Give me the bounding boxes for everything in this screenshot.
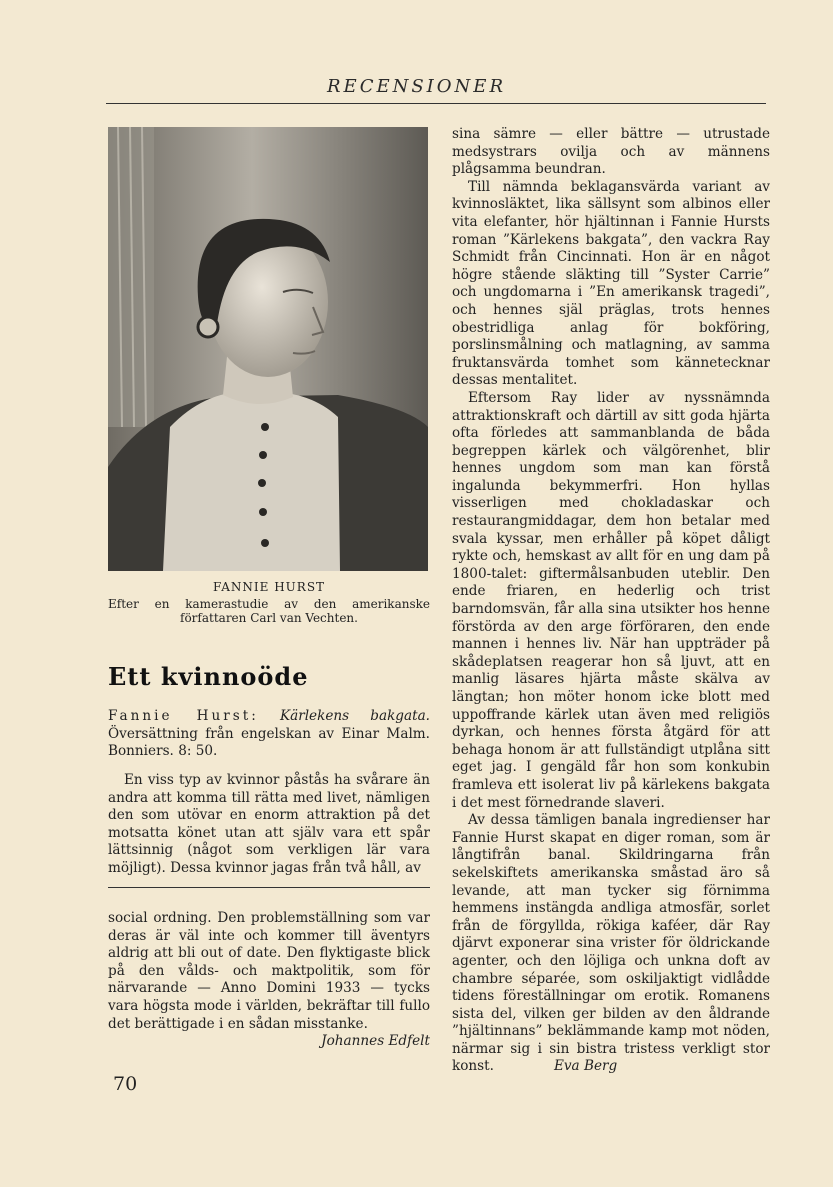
review-paragraph-text: Av dessa tämligen banala ingredienser har Fannie Hurst skapat en diger roman, som är långtifrån banal. Skildringarna från sekelskiftets amerikanska småstad äro så levande, att man tycker sig förnimma hemmens instängda andliga atmosfär, sorlet från de förgyllda, rökiga kaféer, där Ray djärvt exponerar sina vrister för öldrickande agenter, och den löjliga och unkna doft av chambre séparée, som oskiljaktigt vidlådde tidens föreställningar om erotik. Romanens sista del, vilken ger bilden av den åldrande ”hjältinnans” beklämmande kamp mot nöden, närmar sig i sin bistra tristess verkligt stor konst. xyxy=(452,812,770,1075)
previous-review-signature: Johannes Edfelt xyxy=(321,1033,430,1050)
review-paragraph xyxy=(452,812,770,1076)
review-signature: Eva Berg xyxy=(553,1058,618,1075)
review-paragraph: sina sämre — eller bättre — utrustade medsystrars ovilja och av männens plågsamma beundran. xyxy=(452,126,770,178)
photo-caption xyxy=(108,580,430,625)
book-title: Kärlekens bakgata. xyxy=(279,708,430,724)
review-paragraph: Eftersom Ray lider av nyssnämnda attraktionskraft och därtill av sitt goda hjärta ofta förledes att sammanblanda de båda begreppen kärlek och välgörenhet, blir hennes ungdom som man kan förstå ingalunda bekymmerfri. Hon hyllas visserligen med chokladaskar och restaurangmiddagar, dem hon betalar med svala kyssar, men erhåller på köpet dåligt rykte och, hemskast av allt för en ung dam på 1800-talet: giftermålsanbuden uteblir. Den ende friaren, en hederlig och trist barndomsvän, får alla sina utsikter hos henne förstörda av den arge förföraren, den ende mannen i hennes liv. När han uppträder på skådeplatsen reagerar hon så ljuvt, att en manlig läsares hjärta måste skälva av längtan; hon möter honom icke blott med uppoffrande kärlek utan även med religiös dyrkan, och hennes första åtgärd för att behaga honom är att fullständigt utplåna sitt eget jag. I gengäld får hon som konkubin framleva ett isolerat liv på kärlekens bakgata i det mest förnedrande slaveri. xyxy=(452,389,770,811)
column-divider-rule xyxy=(108,887,430,888)
publication-info: Översättning från engelskan av Einar Malm. Bonniers. 8: 50. xyxy=(108,725,430,760)
header-rule xyxy=(106,103,766,104)
left-column-body xyxy=(108,772,430,878)
running-title: RECENSIONER xyxy=(327,76,506,97)
previous-review-tail xyxy=(108,910,430,1051)
article-title: Ett kvinnoöde xyxy=(108,662,309,691)
previous-review-paragraph: social ordning. Den problemställning som var deras är väl inte och kommer till äventyrs aldrig att bli out of date. Den flyktigaste blick på den vålds- och maktpolitik, som för närvarande — Anno Domini 1933 — tycks vara högsta mode i världen, bekräftar till fullo det berättigade i en sådan misstanke. xyxy=(108,910,430,1032)
page-number: 70 xyxy=(113,1073,138,1095)
bibliographic-info xyxy=(108,708,430,761)
author-portrait xyxy=(108,127,428,571)
review-paragraph: Till nämnda beklagansvärda variant av kvinnosläktet, lika sällsynt som albinos eller vita elefanter, hör hjältinnan i Fannie Hursts roman ”Kärlekens bakgata”, den vackra Ray Schmidt från Cincinnati. Hon är en något högre stående släkting till ”Syster Carrie” och ungdomarna i ”En amerikansk tragedi”, och hennes själ präglas, trots hennes obestridliga anlag för bokföring, porslinsmålning och matlagning, av samma fruktansvärda tomhet som kännetecknar dessas mentalitet. xyxy=(452,178,770,389)
caption-name: FANNIE HURST xyxy=(212,580,326,594)
review-paragraph: En viss typ av kvinnor påstås ha svårare än andra att komma till rätta med livet, nämligen den som utövar en enorm attraktion på det motsatta könet utan att själv vara ett spår lättsinnig (något som verkligen lär vara möjligt). Dessa kvinnor jagas från två håll, av xyxy=(108,772,430,876)
book-author: Fannie Hurst: xyxy=(108,708,259,724)
right-column-body xyxy=(452,126,770,1076)
portrait-image xyxy=(108,127,428,571)
caption-text: Efter en kamerastudie av den amerikanske författaren Carl van Vechten. xyxy=(108,597,430,625)
